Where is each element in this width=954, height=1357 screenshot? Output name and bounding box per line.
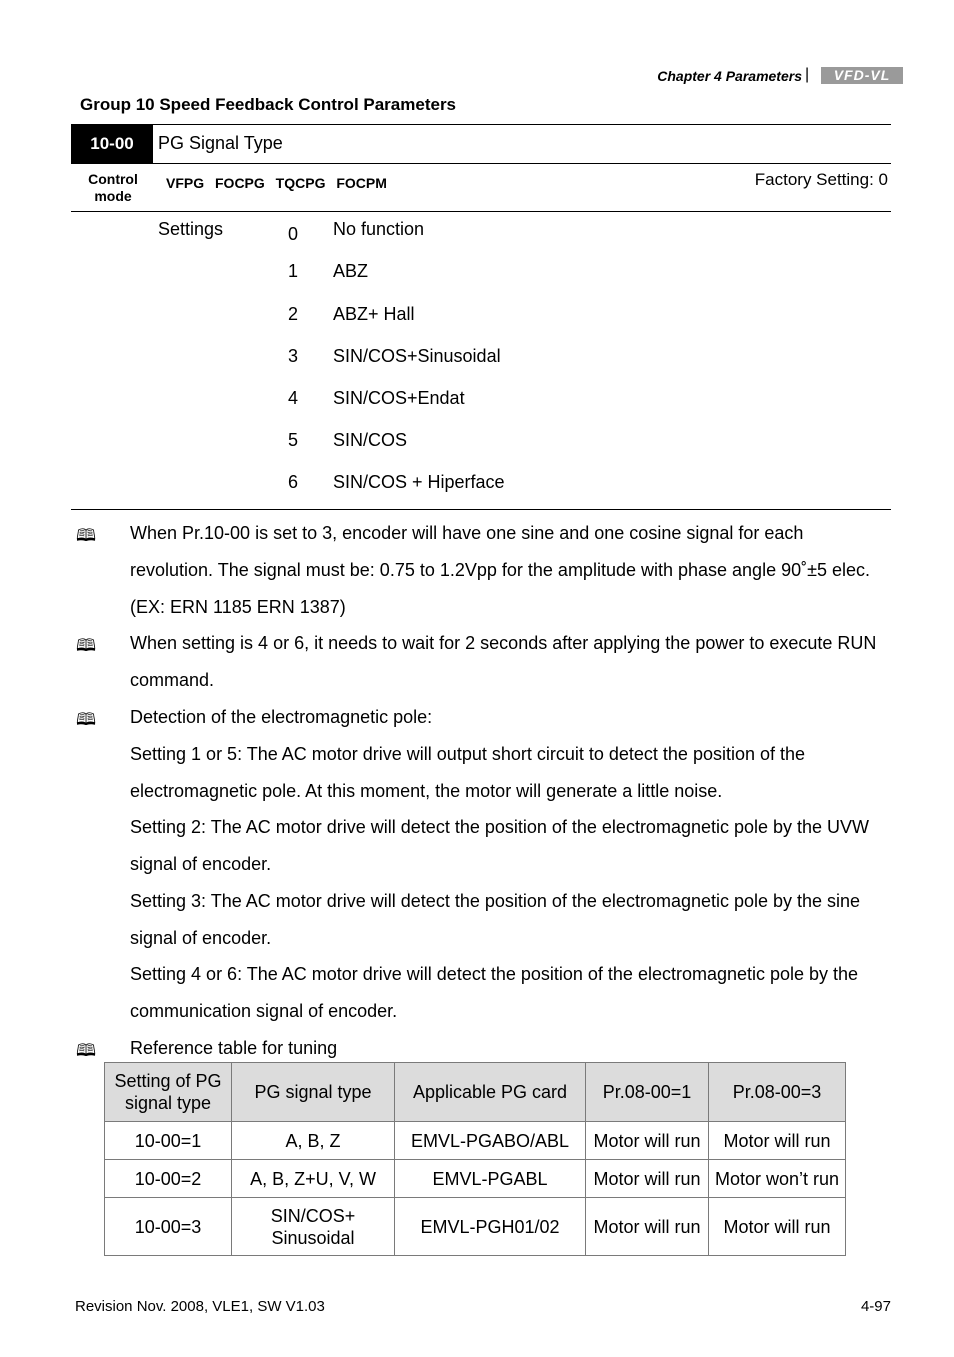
- table-cell: Motor will run: [586, 1160, 709, 1198]
- setting-value: 5: [288, 430, 299, 450]
- page-number: 4-97: [860, 1298, 891, 1315]
- table-cell: 10-00=1: [105, 1122, 232, 1160]
- setting-desc: SIN/COS+Endat: [333, 388, 465, 408]
- note-line: electromagnetic pole. At this moment, the motor will generate a little noise.: [130, 781, 723, 801]
- column-header: PG signal type: [232, 1063, 395, 1122]
- note-line: signal of encoder.: [130, 928, 272, 948]
- setting-value: 3: [288, 346, 299, 366]
- table-cell: 10-00=3: [105, 1198, 232, 1256]
- note-line: Setting 2: The AC motor drive will detect the position of the electromagnetic pole by the UVW: [130, 817, 870, 837]
- note-line: When Pr.10-00 is set to 3, encoder will have one sine and one cosine signal for each: [130, 523, 804, 543]
- table-header-row: [105, 1063, 846, 1122]
- table-cell: SIN/COS+ Sinusoidal: [232, 1198, 395, 1256]
- setting-desc: No function: [333, 219, 425, 239]
- divider: [71, 163, 891, 164]
- column-header: Setting of PG signal type: [105, 1063, 232, 1122]
- note-line: When setting is 4 or 6, it needs to wait for 2 seconds after applying the power to execute RUN: [130, 633, 877, 653]
- setting-desc: SIN/COS+Sinusoidal: [333, 346, 501, 366]
- group-title: Group 10 Speed Feedback Control Parameters: [80, 95, 457, 114]
- table-cell: Motor will run: [586, 1122, 709, 1160]
- table-cell: EMVL-PGH01/02: [395, 1198, 586, 1256]
- table-cell: Motor won’t run: [709, 1160, 846, 1198]
- note-line: Setting 3: The AC motor drive will detect the position of the electromagnetic pole by the sine: [130, 891, 861, 911]
- note-line: signal of encoder.: [130, 854, 272, 874]
- book-icon: 🕮: [76, 636, 97, 655]
- column-header: Pr.08-00=3: [709, 1063, 846, 1122]
- setting-desc: ABZ: [333, 261, 369, 281]
- note-line: revolution. The signal must be: 0.75 to 1.2Vpp for the amplitude with phase angle 90˚±5 elec.: [130, 560, 871, 580]
- note-line: Setting 1 or 5: The AC motor drive will output short circuit to detect the position of the: [130, 744, 806, 764]
- table-cell: Motor will run: [709, 1122, 846, 1160]
- divider: [71, 509, 891, 510]
- header-separator: |: [805, 66, 810, 83]
- column-header: Applicable PG card: [395, 1063, 586, 1122]
- setting-value: 1: [288, 261, 299, 281]
- table-cell: Motor will run: [709, 1198, 846, 1256]
- table-cell: A, B, Z: [232, 1122, 395, 1160]
- setting-value: 4: [288, 388, 299, 408]
- setting-desc: SIN/COS: [333, 430, 408, 450]
- setting-value: 0: [288, 224, 299, 244]
- setting-desc: ABZ+ Hall: [333, 304, 415, 324]
- divider: [71, 124, 891, 125]
- book-icon: 🕮: [76, 710, 97, 729]
- setting-desc: SIN/COS + Hiperface: [333, 472, 505, 492]
- reference-table: [104, 1062, 846, 1256]
- chapter-title: Chapter 4 Parameters: [657, 68, 802, 84]
- table-row: [105, 1122, 846, 1160]
- note-line: communication signal of encoder.: [130, 1001, 398, 1021]
- table-cell: Motor will run: [586, 1198, 709, 1256]
- divider: [71, 211, 891, 212]
- table-cell: EMVL-PGABO/ABL: [395, 1122, 586, 1160]
- settings-label: Settings: [158, 219, 224, 239]
- table-row: [105, 1198, 846, 1256]
- setting-value: 2: [288, 304, 299, 324]
- note-line: Setting 4 or 6: The AC motor drive will detect the position of the electromagnetic pole by the: [130, 964, 859, 984]
- note-line: (EX: ERN 1185 ERN 1387): [130, 597, 346, 617]
- book-icon: 🕮: [76, 1041, 97, 1060]
- note-line: Detection of the electromagnetic pole:: [130, 707, 433, 727]
- table-cell: 10-00=2: [105, 1160, 232, 1198]
- note-line: command.: [130, 670, 215, 690]
- note-line: Reference table for tuning: [130, 1038, 338, 1058]
- control-mode-label: Control mode: [88, 171, 138, 204]
- parameter-id: 10-00: [71, 125, 153, 163]
- table-cell: EMVL-PGABL: [395, 1160, 586, 1198]
- table-cell: A, B, Z+U, V, W: [232, 1160, 395, 1198]
- table-row: [105, 1160, 846, 1198]
- control-modes: VFPG FOCPG TQCPG FOCPM: [166, 175, 387, 191]
- brand-logo: VFD-VL: [821, 67, 903, 84]
- revision-info: Revision Nov. 2008, VLE1, SW V1.03: [75, 1298, 325, 1315]
- setting-value: 6: [288, 472, 299, 492]
- parameter-name: PG Signal Type: [158, 133, 283, 153]
- factory-setting: Factory Setting: 0: [754, 170, 888, 189]
- column-header: Pr.08-00=1: [586, 1063, 709, 1122]
- book-icon: 🕮: [76, 526, 97, 545]
